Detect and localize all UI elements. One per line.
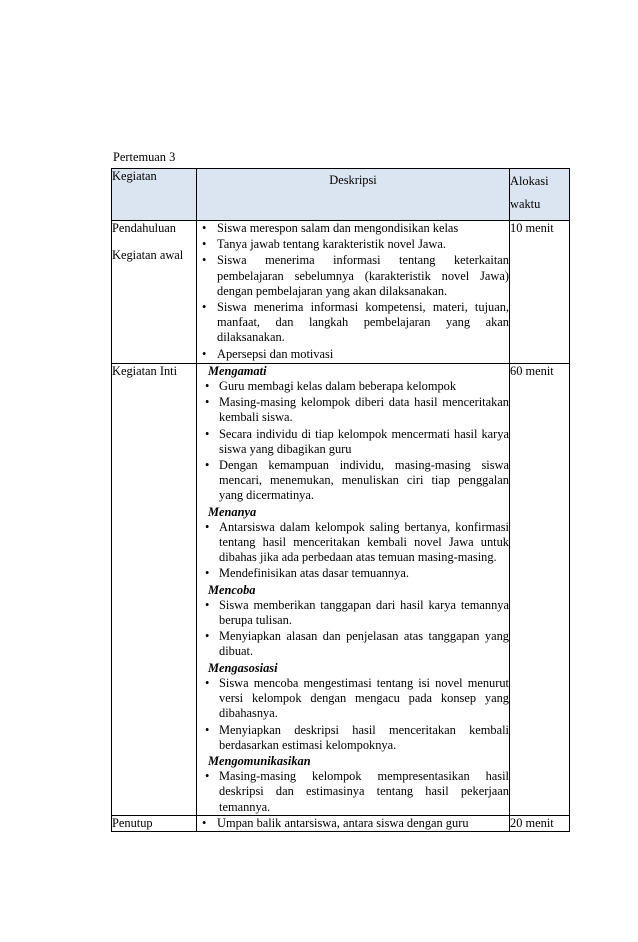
list-item: • Umpan balik antarsiswa, antara siswa dengan guru (197, 816, 509, 831)
list-item: • Dengan kemampuan individu, masing-masing siswa mencari, menemukan, menuliskan ciri tiap penggalan yang dicermatinya. (197, 458, 509, 504)
list-item: • Siswa menerima informasi kompetensi, materi, tujuan, manfaat, dan langkah pembelajaran yang akan dilaksanakan. (197, 300, 509, 346)
cell-deskripsi-pendahuluan (197, 221, 510, 364)
label-kegiatan-inti: Kegiatan Inti (112, 363, 197, 815)
list-item: • Siswa memberikan tanggapan dari hasil karya temannya berupa tulisan. (197, 598, 509, 628)
list-item: • Mendefinisikan atas dasar temuannya. (197, 566, 509, 581)
phase-title-mencoba: Mencoba (208, 582, 256, 597)
row-penutup (112, 815, 570, 831)
list-mengasosiasi (197, 676, 509, 753)
cell-deskripsi-inti (197, 363, 510, 815)
list-item: • Siswa mencoba mengestimasi tentang isi novel menurut versi kelompok dengan mengacu pada konsep yang dibahasnya. (197, 676, 509, 722)
header-deskripsi-label: Deskripsi (329, 173, 377, 187)
cell-kegiatan-pendahuluan (112, 221, 197, 364)
list-menanya (197, 520, 509, 582)
time-kegiatan-inti: 60 menit (510, 363, 570, 815)
time-pendahuluan: 10 menit (510, 221, 570, 364)
phase-title-mengomunikasikan: Mengomunikasikan (208, 753, 311, 768)
list-item: • Apersepsi dan motivasi (197, 347, 509, 362)
list-item: • Tanya jawab tentang karakteristik novel Jawa. (197, 237, 509, 252)
list-item: • Menyiapkan alasan dan penjelasan atas tanggapan yang dibuat. (197, 629, 509, 659)
list-item: • Antarsiswa dalam kelompok saling bertanya, konfirmasi tentang hasil menceritakan kembali novel Jawa untuk dibahas jika ada perbedaan atas temuan masing-masing. (197, 520, 509, 566)
phase-title-mengasosiasi: Mengasosiasi (208, 660, 278, 675)
header-alokasi-line1: Alokasi (510, 174, 549, 188)
lesson-plan-table (111, 168, 570, 832)
page-heading: Pertemuan 3 (113, 150, 176, 164)
list-item: • Masing-masing kelompok diberi data hasil menceritakan kembali siswa. (197, 395, 509, 425)
header-kegiatan: Kegiatan (112, 169, 197, 221)
list-item: • Siswa menerima informasi tentang keterkaitan pembelajaran sebelumnya (karakteristik novel Jawa) dengan pembelajaran yang akan dilaksanakan. (197, 253, 509, 299)
list-pendahuluan (197, 221, 509, 362)
row-kegiatan-inti (112, 363, 570, 815)
list-item: • Guru membagi kelas dalam beberapa kelompok (197, 379, 509, 394)
time-penutup: 20 menit (510, 815, 570, 831)
phase-title-menanya: Menanya (208, 504, 257, 519)
header-alokasi (510, 169, 570, 221)
list-item: • Menyiapkan deskripsi hasil menceritakan kembali berdasarkan estimasi kelompoknya. (197, 723, 509, 753)
row-pendahuluan (112, 221, 570, 364)
label-penutup: Penutup (112, 815, 197, 831)
list-penutup (197, 816, 509, 831)
list-mengamati (197, 379, 509, 504)
label-pendahuluan: Pendahuluan (112, 221, 177, 235)
header-deskripsi (197, 169, 510, 221)
list-mengomunikasikan (197, 769, 509, 815)
table-header-row (112, 169, 570, 221)
header-alokasi-line2: waktu (510, 197, 541, 211)
label-kegiatan-awal: Kegiatan awal (112, 248, 184, 263)
cell-deskripsi-penutup (197, 815, 510, 831)
list-mencoba (197, 598, 509, 660)
phase-title-mengamati: Mengamati (208, 363, 267, 378)
list-item: • Secara individu di tiap kelompok mencermati hasil karya siswa yang dibagikan guru (197, 427, 509, 457)
list-item: • Siswa merespon salam dan mengondisikan kelas (197, 221, 509, 236)
list-item: • Masing-masing kelompok mempresentasikan hasil deskripsi dan estimasinya tentang hasil pekerjaan temannya. (197, 769, 509, 815)
